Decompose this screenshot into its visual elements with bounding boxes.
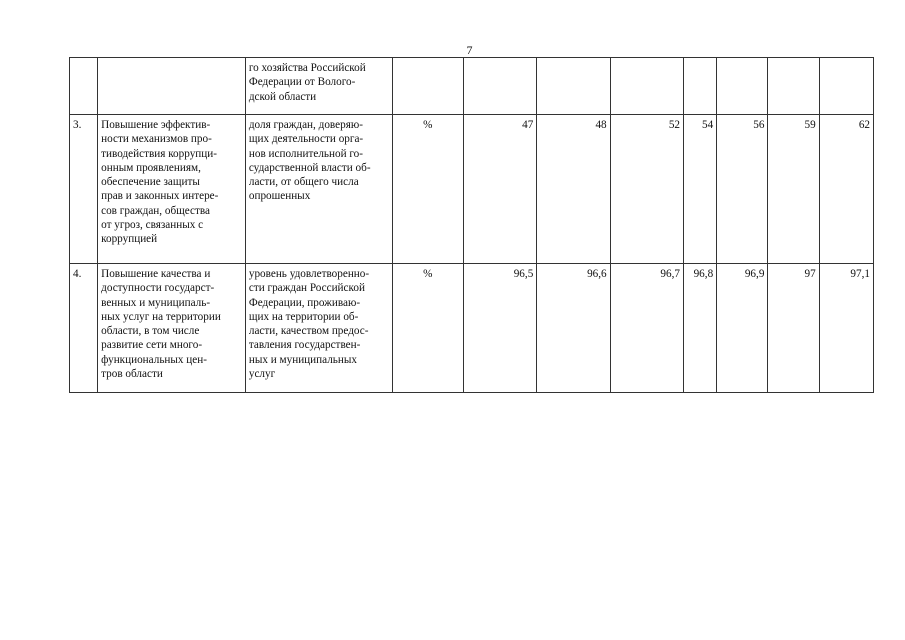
indicator-cell: уровень удовлетворенно- сти граждан Российской Федерации, проживаю- щих на территории об- ласти, качеством предос- тавления государствен- ных и муниципальных услуг xyxy=(245,264,392,393)
value-cell xyxy=(463,58,536,115)
table-row xyxy=(70,115,874,264)
value-cell xyxy=(717,58,768,115)
value-cell: 96,8 xyxy=(684,264,717,393)
value-cell: 96,6 xyxy=(537,264,610,393)
row-number xyxy=(70,58,98,115)
value-cell xyxy=(819,58,873,115)
value-cell: 62 xyxy=(819,115,873,264)
indicators-table xyxy=(69,57,874,393)
value-cell: 96,5 xyxy=(463,264,536,393)
row-number: 4. xyxy=(70,264,98,393)
value-cell xyxy=(610,58,683,115)
value-cell: 96,9 xyxy=(717,264,768,393)
value-cell: 97,1 xyxy=(819,264,873,393)
value-cell xyxy=(768,58,819,115)
value-cell: 56 xyxy=(717,115,768,264)
goal-cell: Повышение эффектив- ности механизмов про- тиводействия коррупци- онным проявлениям, обеспечение защиты прав и законных интере- сов граждан, общества от угроз, связанных с коррупцией xyxy=(98,115,246,264)
value-cell: 96,7 xyxy=(610,264,683,393)
value-cell: 52 xyxy=(610,115,683,264)
row-number: 3. xyxy=(70,115,98,264)
indicator-cell: доля граждан, доверяю- щих деятельности орга- нов исполнительной го- сударственной власти об- ласти, от общего числа опрошенных xyxy=(245,115,392,264)
goal-cell: Повышение качества и доступности государст- венных и муниципаль- ных услуг на территории области, в том числе развитие сети много- функциональных цен- тров области xyxy=(98,264,246,393)
value-cell: 59 xyxy=(768,115,819,264)
table-row xyxy=(70,264,874,393)
value-cell: 48 xyxy=(537,115,610,264)
goal-cell xyxy=(98,58,246,115)
value-cell: 47 xyxy=(463,115,536,264)
unit-cell: % xyxy=(392,115,463,264)
unit-cell: % xyxy=(392,264,463,393)
value-cell: 97 xyxy=(768,264,819,393)
unit-cell xyxy=(392,58,463,115)
value-cell xyxy=(684,58,717,115)
table-row xyxy=(70,58,874,115)
page-number: 7 xyxy=(466,43,473,57)
value-cell: 54 xyxy=(684,115,717,264)
value-cell xyxy=(537,58,610,115)
indicator-cell: го хозяйства Российской Федерации от Волого- дской области xyxy=(245,58,392,115)
